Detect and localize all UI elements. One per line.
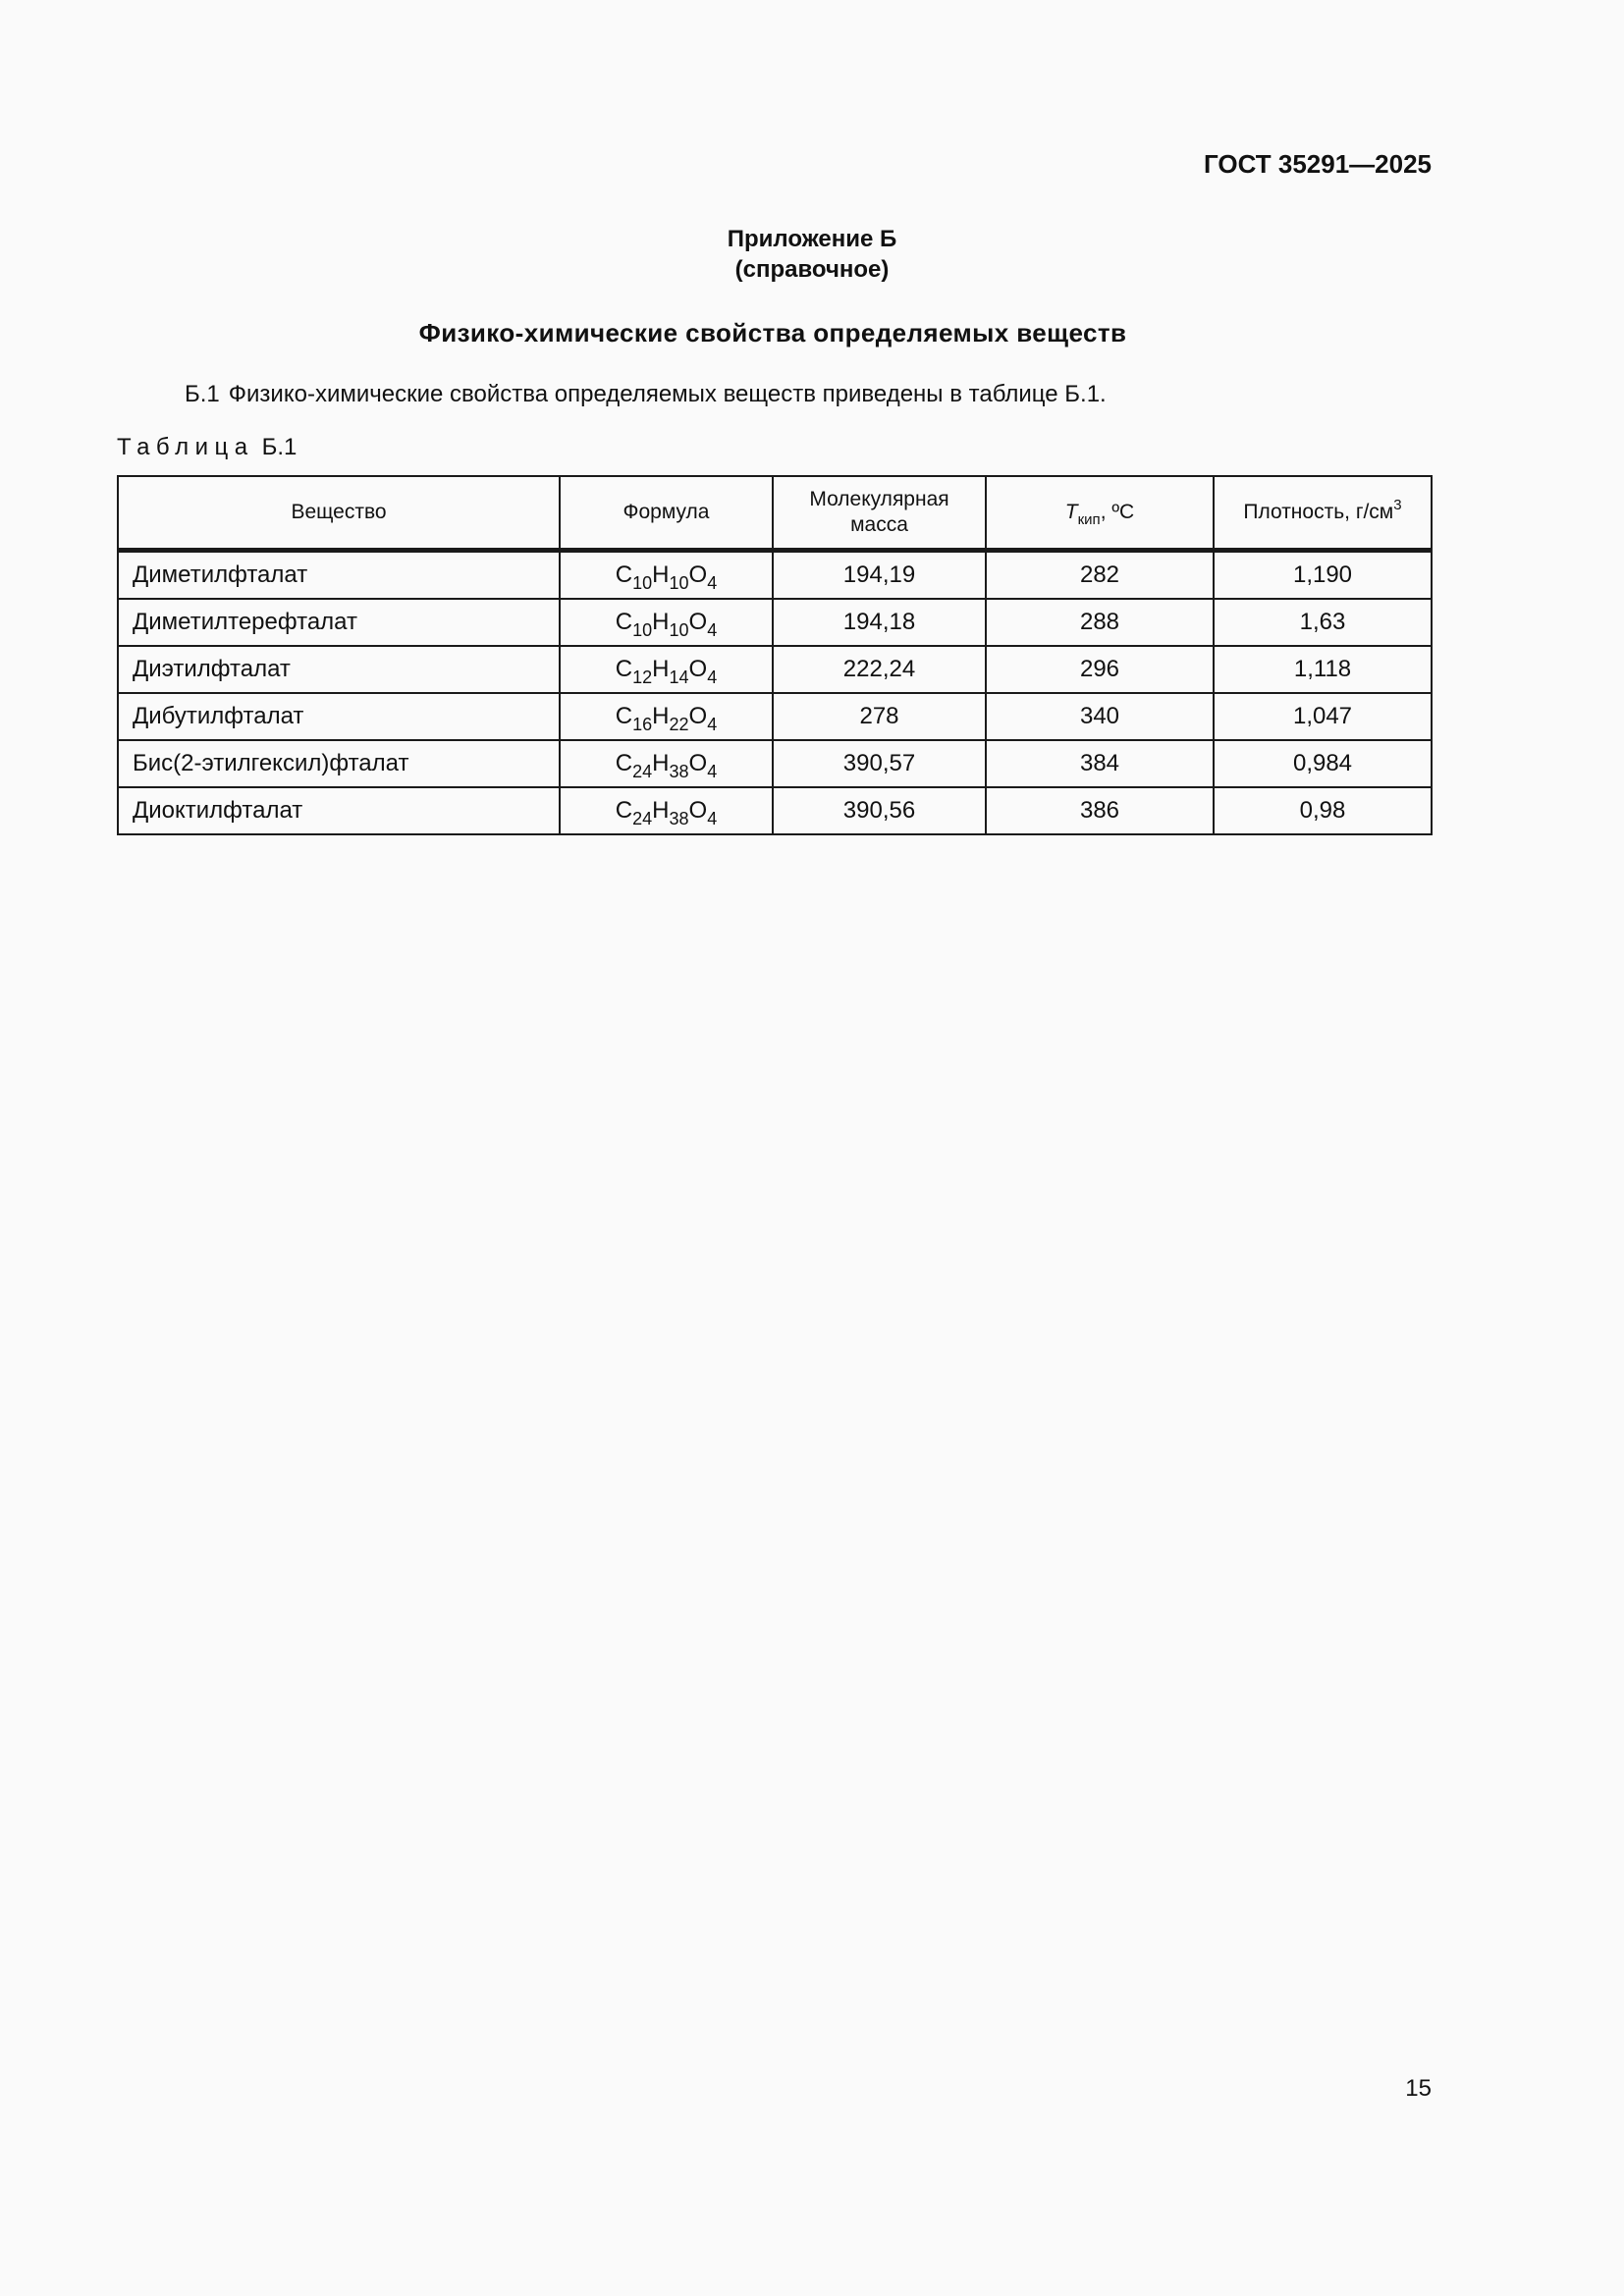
- formula-cell: [560, 599, 773, 646]
- molar-mass-cell: 222,24: [773, 646, 986, 693]
- chemical-formula: [615, 656, 718, 687]
- density-cell: 1,118: [1214, 646, 1432, 693]
- density-cell: 0,98: [1214, 787, 1432, 834]
- formula-element: O: [688, 609, 708, 635]
- table-row: [118, 646, 1432, 693]
- molar-mass-cell: 390,57: [773, 740, 986, 787]
- formula-subscript: 10: [669, 620, 689, 640]
- formula-element: C: [615, 561, 633, 588]
- substance-cell: Диметилтерефталат: [118, 599, 560, 646]
- formula-element: H: [652, 703, 670, 729]
- header-molar-mass-line1: Молекулярная: [809, 488, 949, 510]
- formula-cell: [560, 693, 773, 740]
- formula-cell: [560, 646, 773, 693]
- formula-subscript: 4: [707, 620, 718, 640]
- header-molar-mass: [773, 476, 986, 551]
- boiling-unit: , ºС: [1100, 501, 1135, 523]
- density-label: Плотность, г/см: [1243, 501, 1394, 523]
- formula-element: C: [615, 750, 633, 776]
- density-cell: 1,63: [1214, 599, 1432, 646]
- formula-subscript: 14: [669, 667, 689, 687]
- formula-subscript: 22: [669, 715, 689, 734]
- header-molar-mass-line2: масса: [850, 513, 908, 536]
- header-substance: Вещество: [118, 476, 560, 551]
- boiling-point-cell: 386: [986, 787, 1214, 834]
- chemical-formula: [615, 797, 718, 828]
- header-density: [1214, 476, 1432, 551]
- appendix-kind: (справочное): [734, 256, 890, 283]
- appendix-heading: [0, 224, 1624, 285]
- table-row: [118, 693, 1432, 740]
- density-cell: 1,190: [1214, 551, 1432, 600]
- boiling-point-cell: 340: [986, 693, 1214, 740]
- table-row: [118, 551, 1432, 600]
- chemical-formula: [615, 561, 718, 593]
- molar-mass-cell: 194,19: [773, 551, 986, 600]
- formula-element: C: [615, 609, 633, 635]
- paragraph-text: Физико-химические свойства определяемых веществ приведены в таблице Б.1.: [228, 381, 1107, 407]
- formula-element: C: [615, 703, 633, 729]
- formula-element: H: [652, 750, 670, 776]
- substance-cell: Диоктилфталат: [118, 787, 560, 834]
- boiling-point-cell: 384: [986, 740, 1214, 787]
- table-row: [118, 787, 1432, 834]
- formula-subscript: 10: [632, 573, 653, 593]
- table-header-row: [118, 476, 1432, 551]
- formula-subscript: 10: [632, 620, 653, 640]
- formula-element: H: [652, 656, 670, 682]
- table-caption: [117, 432, 297, 463]
- intro-paragraph: [185, 379, 1107, 410]
- substance-cell: Диэтилфталат: [118, 646, 560, 693]
- formula-element: O: [688, 797, 708, 824]
- table-row: [118, 740, 1432, 787]
- paragraph-number: Б.1: [185, 381, 220, 407]
- molar-mass-cell: 390,56: [773, 787, 986, 834]
- formula-subscript: 38: [669, 762, 689, 781]
- formula-element: O: [688, 750, 708, 776]
- formula-subscript: 38: [669, 809, 689, 828]
- formula-element: O: [688, 656, 708, 682]
- header-formula: Формула: [560, 476, 773, 551]
- formula-subscript: 24: [632, 809, 653, 828]
- formula-subscript: 12: [632, 667, 653, 687]
- table-body: [118, 551, 1432, 835]
- formula-element: H: [652, 561, 670, 588]
- density-cell: 0,984: [1214, 740, 1432, 787]
- chemical-formula: [615, 703, 718, 734]
- boiling-point-cell: 282: [986, 551, 1214, 600]
- page-number: 15: [1405, 2075, 1432, 2102]
- formula-element: H: [652, 797, 670, 824]
- table-caption-id: Б.1: [261, 434, 298, 460]
- formula-element: C: [615, 656, 633, 682]
- boiling-subscript: кип: [1077, 511, 1101, 528]
- substance-cell: Бис(2-этилгексил)фталат: [118, 740, 560, 787]
- document-code: ГОСТ 35291—2025: [1204, 149, 1432, 179]
- formula-subscript: 4: [707, 762, 718, 781]
- formula-subscript: 4: [707, 809, 718, 828]
- boiling-point-cell: 296: [986, 646, 1214, 693]
- formula-subscript: 4: [707, 715, 718, 734]
- molar-mass-cell: 194,18: [773, 599, 986, 646]
- molar-mass-cell: 278: [773, 693, 986, 740]
- formula-subscript: 24: [632, 762, 653, 781]
- formula-cell: [560, 787, 773, 834]
- formula-subscript: 4: [707, 573, 718, 593]
- properties-table: [117, 475, 1433, 835]
- appendix-title: Приложение Б: [727, 226, 897, 252]
- formula-element: H: [652, 609, 670, 635]
- substance-cell: Диметилфталат: [118, 551, 560, 600]
- boiling-point-cell: 288: [986, 599, 1214, 646]
- substance-cell: Дибутилфталат: [118, 693, 560, 740]
- header-boiling-point: [986, 476, 1214, 551]
- chemical-formula: [615, 750, 718, 781]
- density-cell: 1,047: [1214, 693, 1432, 740]
- table-row: [118, 599, 1432, 646]
- formula-element: O: [688, 561, 708, 588]
- formula-subscript: 10: [669, 573, 689, 593]
- boiling-symbol: T: [1064, 501, 1078, 523]
- formula-element: C: [615, 797, 633, 824]
- formula-cell: [560, 740, 773, 787]
- chemical-formula: [615, 609, 718, 640]
- formula-subscript: 16: [632, 715, 653, 734]
- table-caption-word: Таблица: [117, 434, 254, 460]
- section-title: Физико-химические свойства определяемых веществ: [418, 318, 1127, 347]
- formula-element: O: [688, 703, 708, 729]
- density-exponent: 3: [1393, 497, 1402, 513]
- formula-cell: [560, 551, 773, 600]
- formula-subscript: 4: [707, 667, 718, 687]
